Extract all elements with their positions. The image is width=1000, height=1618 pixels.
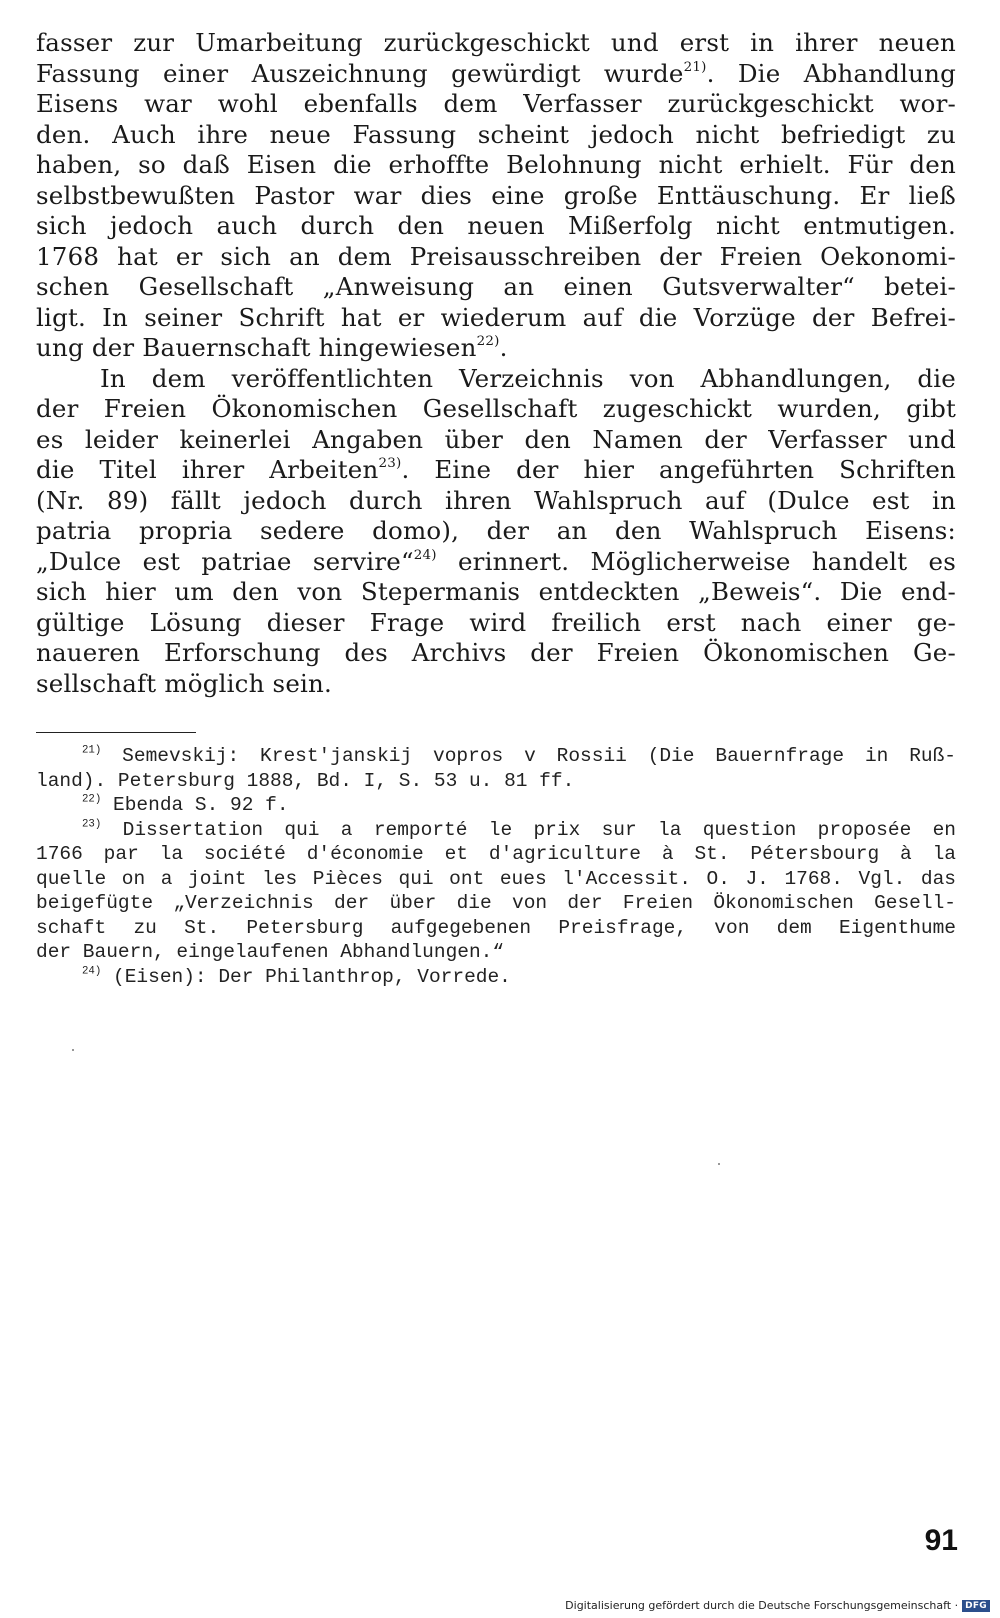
text-line: patria propria sedere domo), der an den Wahlspruch Eisens: [36, 516, 956, 545]
scan-speck [718, 1163, 720, 1165]
text-line: 1768 hat er sich an dem Preisausschreiben der Freien Oekonomi- [36, 241, 956, 271]
text-line: haben, so daß Eisen die erhoffte Belohnung nicht erhielt. Für den [36, 150, 956, 179]
text-line: naueren Erforschung des Archivs der Freien Ökonomischen Ge- [36, 638, 956, 667]
text-line: fasser zur Umarbeitung zurückgeschickt und erst in ihrer neuen [36, 28, 956, 57]
footnote-23-cont: beigefügte „Verzeichnis der über die von der Freien Ökonomischen Gesell- [36, 892, 956, 914]
footnote-mark: 24) [82, 964, 102, 977]
footnote-23 [36, 818, 956, 843]
text-line: (Nr. 89) fällt jedoch durch ihren Wahlspruch auf (Dulce est in [36, 485, 956, 515]
text-fragment: Fassung einer Auszeichnung gewürdigt wurde [36, 58, 684, 88]
text-fragment: . Die Abhandlung [706, 58, 957, 88]
footnotes [36, 744, 956, 989]
text-line: selbstbewußten Pastor war dies eine große Enttäuschung. Er ließ [36, 180, 956, 210]
footnote-21 [36, 744, 956, 769]
page-number: 91 [924, 1524, 958, 1557]
text-fragment: die Titel ihrer Arbeiten [36, 455, 379, 484]
text-line: In dem veröffentlichten Verzeichnis von Abhandlungen, die [100, 363, 956, 393]
text-line: den. Auch ihre neue Fassung scheint jedoch nicht befriedigt zu [36, 119, 956, 149]
credit-text: Digitalisierung gefördert durch die Deutsche Forschungsgemeinschaft · [565, 1599, 959, 1612]
text-line: Eisens war wohl ebenfalls dem Verfasser zurückgeschickt wor- [36, 89, 956, 118]
text-line: gültige Lösung dieser Frage wird freilich erst nach einer ge- [36, 607, 956, 637]
text-fragment: „Dulce est patriae servire“ [36, 546, 414, 576]
text-fragment: . [499, 333, 508, 362]
footnote-23-cont: 1766 par la société d'économie et d'agriculture à St. Pétersbourg à la [36, 843, 956, 865]
footnote-text: (Eisen): Der Philanthrop, Vorrede. [113, 965, 511, 988]
footnote-ref-23[interactable]: 23) [378, 455, 402, 472]
text-line: sich hier um den von Stepermanis entdeckten „Beweis“. Die end- [36, 577, 956, 606]
footnote-ref-21[interactable]: 21) [683, 58, 707, 75]
footnote-24 [36, 965, 956, 990]
footnote-23-cont: schaft zu St. Petersburg aufgegebenen Preisfrage, von dem Eigenthume [36, 916, 956, 939]
text-fragment: . Eine der hier angeführten Schriften [401, 455, 957, 484]
footnote-divider [36, 732, 196, 733]
footnote-22 [36, 793, 956, 818]
text-line: schen Gesellschaft „Anweisung an einen Gutsverwalter“ betei- [36, 272, 956, 301]
footnote-ref-24[interactable]: 24) [413, 546, 437, 563]
text-line [36, 547, 956, 578]
dfg-logo: DFG [962, 1600, 990, 1612]
text-fragment: ung der Bauernschaft hingewiesen [36, 333, 477, 362]
text-line [36, 59, 956, 90]
text-fragment: erinnert. Möglicherweise handelt es [436, 546, 956, 576]
digitization-credit [565, 1599, 990, 1612]
main-text [36, 28, 956, 699]
text-line: es leider keinerlei Angaben über den Namen der Verfasser und [36, 424, 956, 454]
footnote-text: Semevskij: Krest'janskij vopros v Rossii (Die Bauernfrage in Ruß- [122, 745, 957, 767]
text-line: ligt. In seiner Schrift hat er wiederum auf die Vorzüge der Befrei- [36, 302, 956, 332]
footnote-mark: 22) [82, 793, 102, 806]
footnote-mark: 23) [82, 817, 102, 830]
text-line: sellschaft möglich sein. [36, 668, 333, 698]
scan-speck [72, 1049, 74, 1051]
footnote-23-cont: quelle on a joint les Pièces qui ont eues l'Accessit. O. J. 1768. Vgl. das [36, 867, 956, 890]
footnote-23-cont: der Bauern, eingelaufenen Abhandlungen.“ [36, 941, 505, 963]
footnote-text: Dissertation qui a remporté le prix sur la question proposée en [122, 818, 956, 841]
footnote-text: Ebenda S. 92 f. [113, 794, 289, 816]
text-line: sich jedoch auch durch den neuen Mißerfolg nicht entmutigen. [36, 211, 956, 240]
text-line [36, 455, 956, 486]
footnote-21-cont: land). Petersburg 1888, Bd. I, S. 53 u. 81 ff. [36, 769, 575, 792]
footnote-mark: 21) [82, 744, 102, 757]
text-line [36, 333, 956, 364]
footnote-ref-22[interactable]: 22) [476, 333, 500, 350]
text-line: der Freien Ökonomischen Gesellschaft zugeschickt wurden, gibt [36, 394, 956, 423]
